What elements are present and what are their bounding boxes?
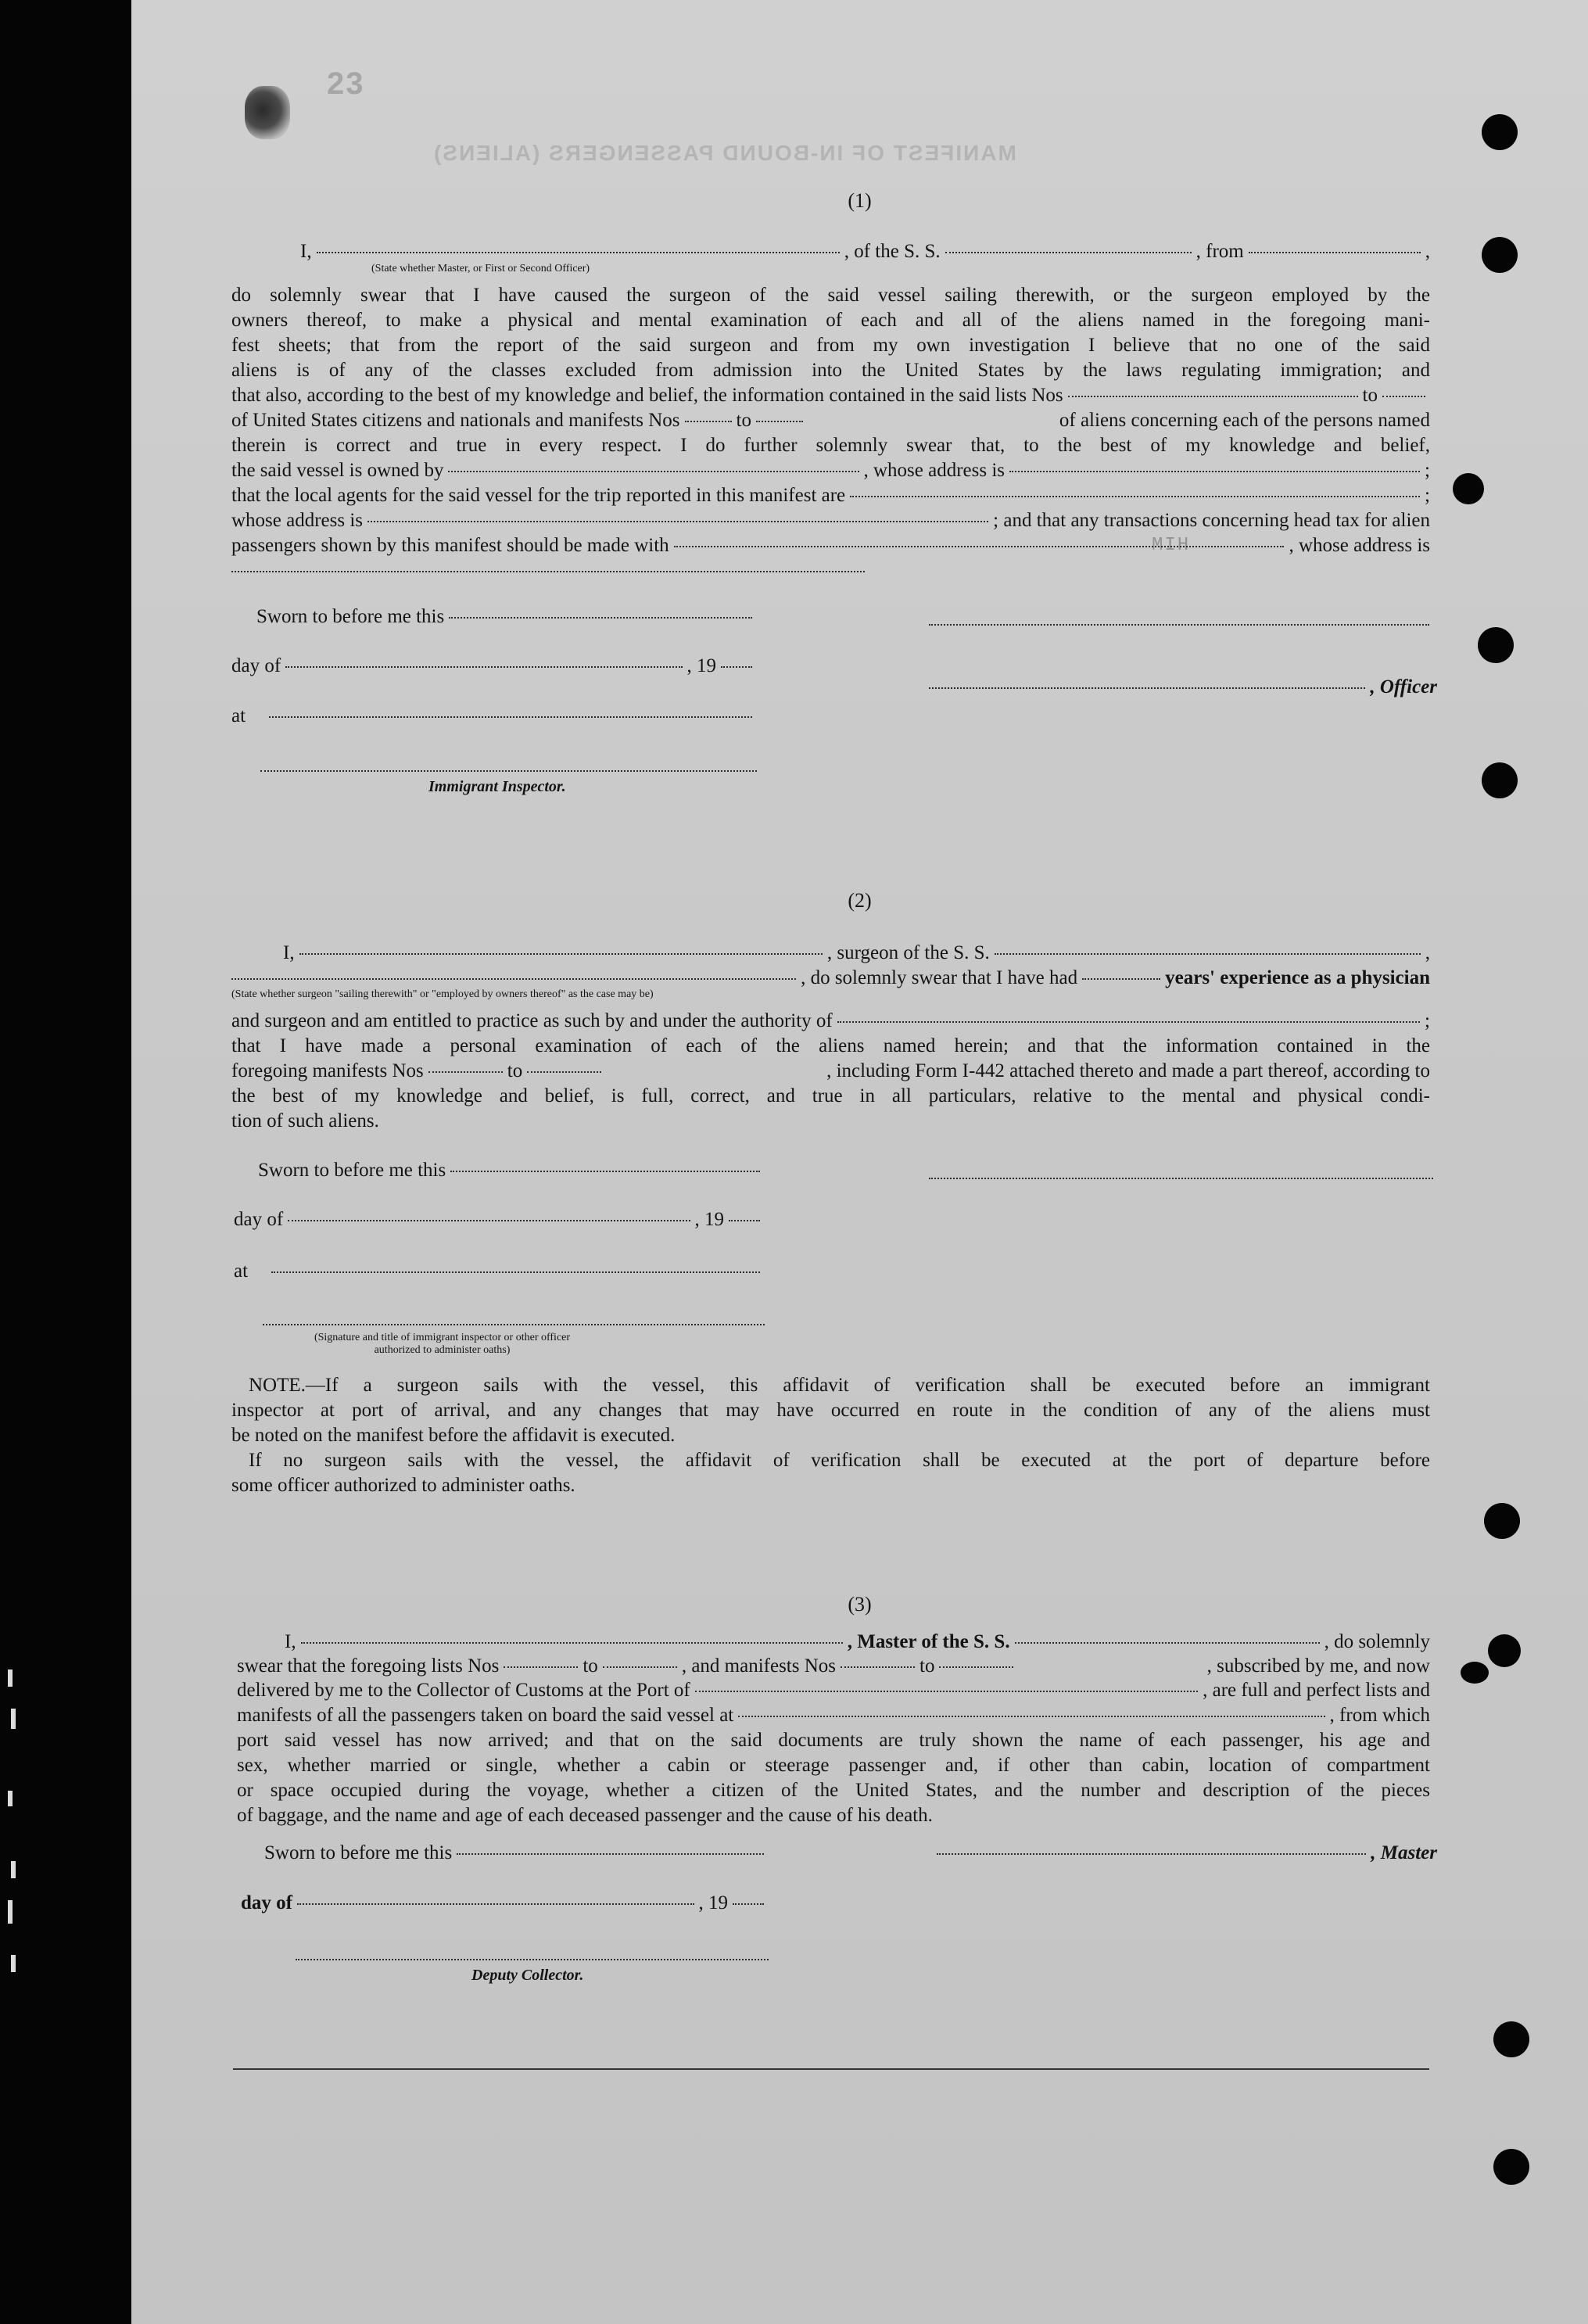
section-1-head-tax-line: passengers shown by this manifest should be made with , whose address is — [231, 535, 1430, 556]
surgeon-manifests-to-field[interactable] — [527, 1071, 601, 1073]
binding-hole — [1488, 1634, 1521, 1667]
head-tax-agent-field[interactable] — [674, 546, 1285, 547]
binding-hole — [1478, 627, 1514, 663]
section-3-sworn-line: Sworn to before me this — [264, 1842, 769, 1864]
owner-address-field[interactable] — [1009, 471, 1420, 472]
ink-smudge — [245, 86, 290, 139]
master-lists-from-field[interactable] — [504, 1666, 578, 1668]
from-port-field[interactable] — [1249, 252, 1421, 253]
section-2-sworn-line: Sworn to before me this — [258, 1160, 765, 1182]
manifest-page: 23 MANIFEST OF IN-BOUND PASSENGERS (ALIENS) MIH (1) I, , of the S. S. , from , (State whether Master, or First or Second Officer) do solemnly swear that I have caused the surgeon of the said vessel sailing therewith, or the surgeon employed by the owners thereof, to make a physical and mental examination of each and all of the aliens named in the foregoing mani- fest sheets; that from the report of the said surgeon and from my own investigation I believe that no one of the said aliens is of any of the classes excluded from admission into the United States by the laws regulating immigration; and that also, according to the best of my knowledge and belief, the information contained in the said lists Nos to of United States citizens and nationals and manifests Nos to of aliens concerning each of the persons named therein is correct and true in every respect. I do further solemnly swear that, to the best of my knowledge and belief, the said vessel is owned by , whose address is ; that the local agents for the said vessel for the trip reported in this manifest are ; whose address is ; and that any transactions concerning head tax for alien passengers shown by this manifest should be made with , whose address is Sworn to before me this day of , 19 , Officer at Immigrant Inspector. (2) I, , surgeon of the S. S. , , do solemnly swear that I have had years' experience as a physician (State whether surgeon "sailing therewith" or "employed by owners thereof" as the case may be) and surgeon and am entitled to practice as such by and under the authority of ; that I have made a personal examination of each of the aliens named herein; and that the information contained in the foregoing manifests Nos to , including Form I-442 attached thereto and made a part thereof, according to the best of my knowledge and belief, is full, correct, and true in all particulars, relative to the mental and physical condi- tion of such aliens. Sworn to before me this day of , 19 at (Signature and title of immigrant inspector or other officer authorized to administer oaths) NOTE.—If a surgeon sails with the vessel, this affidavit of verification shall be executed before an immigrant inspector at port of arrival, and any changes that may have occurred en route in the condition of any of the aliens must be noted on the manifest before the affidavit is executed. If no surgeon sails with the vessel, the affidavit of verification shall be executed at the port of departure before some officer authorized to administer oaths. (3) I, , Master of the S. S. , do solemnly swear that the foregoing lists Nos to , and manifests Nos to , subscribed by me, and now delivered by me to the Collector of Customs at the Port of , are full and perfect lists and manifests of all the passengers taken on board the said vessel at , from which port said vessel has now arrived; and that on the said documents are truly shown the name of each passenger, his age and sex, whether married or single, whether a cabin or steerage passenger and, if other than cabin, location of compartment or space occupied during the voyage, whether a citizen of the United States, and the number and description of the pieces of baggage, and the name and age of each deceased passenger and the cause of his death. Sworn to before me this , Master day of , 19 Deputy Collector. — [131, 0, 1588, 2324]
officer-signature-line-1[interactable] — [929, 624, 1429, 626]
sworn-month-field[interactable] — [285, 666, 682, 668]
master-lists-to-field[interactable] — [603, 1666, 677, 1668]
immigrant-inspector-label: Immigrant Inspector. — [428, 778, 566, 795]
section-1-sworn-line: Sworn to before me this — [256, 606, 757, 628]
officer-title-field[interactable] — [317, 252, 840, 253]
binding-hole — [1482, 114, 1518, 150]
section-3-line-2: swear that the foregoing lists Nos to , and manifests Nos to , subscribed by me, and now — [237, 1655, 1430, 1677]
section-1-at-line: at — [231, 705, 757, 727]
binding-hole — [1482, 762, 1518, 798]
administering-officer-signature-line[interactable] — [263, 1324, 765, 1325]
section-3-line-1: I, , Master of the S. S. , do solemnly — [285, 1631, 1430, 1652]
sworn-date-field[interactable] — [449, 617, 752, 619]
surgeon-vessel-field[interactable] — [995, 953, 1421, 955]
lists-to-field[interactable] — [1382, 396, 1425, 397]
section-3-line-4: manifests of all the passengers taken on board the said vessel at , from which — [237, 1705, 1430, 1726]
deputy-collector-label: Deputy Collector. — [471, 1967, 584, 1984]
master-name-field[interactable] — [301, 1642, 843, 1644]
manifests-from-field[interactable] — [685, 421, 732, 422]
surgeon-sworn-month-field[interactable] — [288, 1220, 690, 1221]
section-1-agents-line: that the local agents for the said vessel for the trip reported in this manifest are ; — [231, 485, 1430, 506]
surgeon-sworn-year-field[interactable] — [729, 1220, 760, 1221]
section-1-owner-line: the said vessel is owned by , whose address is ; — [231, 460, 1430, 481]
master-manifests-to-field[interactable] — [939, 1666, 1013, 1668]
owner-field[interactable] — [448, 471, 859, 472]
master-sworn-year-field[interactable] — [733, 1903, 764, 1905]
surgeon-status-field[interactable] — [231, 978, 796, 980]
master-label: , Master — [1371, 1842, 1437, 1863]
section-1-citizens-line: of United States citizens and nationals and manifests Nos to of aliens concerning each of the persons named — [231, 410, 1430, 431]
bottom-rule — [233, 2068, 1429, 2070]
section-3-master-line — [937, 1842, 1437, 1864]
binding-hole — [1493, 2021, 1529, 2057]
bleed-through-stamp: MIH — [1152, 535, 1191, 556]
section-3-line-3: delivered by me to the Collector of Customs at the Port of , are full and perfect lists and — [237, 1680, 1430, 1701]
section-1-number: (1) — [848, 189, 872, 212]
section-1-correct-line: therein is correct and true in every respect. I do further solemnly swear that, to the best of my knowledge and belief, — [231, 435, 1430, 456]
surgeon-sworn-date-field[interactable] — [450, 1171, 760, 1172]
section-2-line-2: , do solemnly swear that I have had years' experience as a physician — [231, 967, 1430, 989]
binding-hole — [1493, 2149, 1529, 2185]
administering-officer-caption: (Signature and title of immigrant inspector or other officer authorized to administer oaths) — [314, 1332, 571, 1356]
surgeon-signature-line[interactable] — [929, 1178, 1433, 1179]
master-sworn-date-field[interactable] — [457, 1853, 764, 1855]
lists-from-field[interactable] — [1068, 396, 1358, 397]
officer-title-caption: (State whether Master, or First or Second Officer) — [371, 263, 590, 274]
agents-field[interactable] — [850, 496, 1420, 497]
customs-port-field[interactable] — [695, 1691, 1198, 1692]
practice-authority-field[interactable] — [837, 1021, 1420, 1023]
sworn-year-field[interactable] — [721, 666, 752, 668]
binding-hole — [1461, 1662, 1489, 1684]
master-manifests-from-field[interactable] — [841, 1666, 915, 1668]
agents-address-field[interactable] — [367, 521, 988, 522]
binding-hole — [1484, 1503, 1520, 1539]
section-1-officer-line — [929, 676, 1437, 698]
section-1-address-line: whose address is ; and that any transactions concerning head tax for alien — [231, 510, 1430, 531]
section-2-line-1: I, , surgeon of the S. S. , — [283, 942, 1430, 963]
section-1-day-line: day of , 19 — [231, 655, 757, 677]
section-2-line-4: that I have made a personal examination of each of the aliens named herein; and that the information contained in the — [231, 1035, 1430, 1056]
vessel-name-field[interactable] — [945, 252, 1192, 253]
master-vessel-field[interactable] — [1015, 1642, 1320, 1644]
section-2-at-line: at — [234, 1261, 765, 1282]
bleed-through-title: MANIFEST OF IN-BOUND PASSENGERS (ALIENS) — [432, 141, 1016, 165]
section-3-day-line: day of , 19 — [241, 1892, 769, 1914]
head-tax-address-field[interactable] — [231, 571, 865, 572]
surgeon-name-field[interactable] — [299, 953, 823, 955]
manifests-to-field[interactable] — [756, 421, 803, 422]
officer-signature-field[interactable] — [929, 687, 1365, 689]
master-sworn-month-field[interactable] — [297, 1903, 694, 1905]
master-signature-field[interactable] — [937, 1853, 1366, 1855]
section-2-line-6: the best of my knowledge and belief, is full, correct, and true in all particulars, relative to the mental and physical condi- — [231, 1085, 1430, 1106]
officer-label: , Officer — [1370, 676, 1437, 698]
section-1-line-1: I, , of the S. S. , from , — [300, 241, 1430, 262]
section-1-lists-line: that also, according to the best of my knowledge and belief, the information contained in the said lists Nos to — [231, 385, 1430, 407]
binding-hole — [1453, 473, 1484, 504]
embarkation-port-field[interactable] — [738, 1716, 1325, 1717]
section-2-line-5: foregoing manifests Nos to , including Form I-442 attached thereto and made a part thereof, according to — [231, 1060, 1430, 1081]
section-2-line-3: and surgeon and am entitled to practice as such by and under the authority of ; — [231, 1010, 1430, 1031]
binding-hole — [1482, 237, 1518, 273]
surgeon-manifests-from-field[interactable] — [428, 1071, 503, 1073]
years-experience-field[interactable] — [1082, 978, 1160, 980]
page-number: 23 — [327, 66, 365, 101]
surgeon-sworn-place-field[interactable] — [271, 1271, 760, 1273]
section-2-line-7: tion of such aliens. — [231, 1110, 379, 1132]
deputy-collector-signature-line[interactable] — [296, 1959, 769, 1960]
inspector-signature-line[interactable] — [260, 770, 757, 772]
section-2-day-line: day of , 19 — [234, 1209, 765, 1231]
section-2-number: (2) — [848, 889, 872, 912]
sworn-place-field[interactable] — [269, 716, 752, 718]
surgeon-status-caption: (State whether surgeon "sailing therewith" or "employed by owners thereof" as the case may be) — [231, 988, 654, 1000]
section-3-number: (3) — [848, 1593, 872, 1616]
